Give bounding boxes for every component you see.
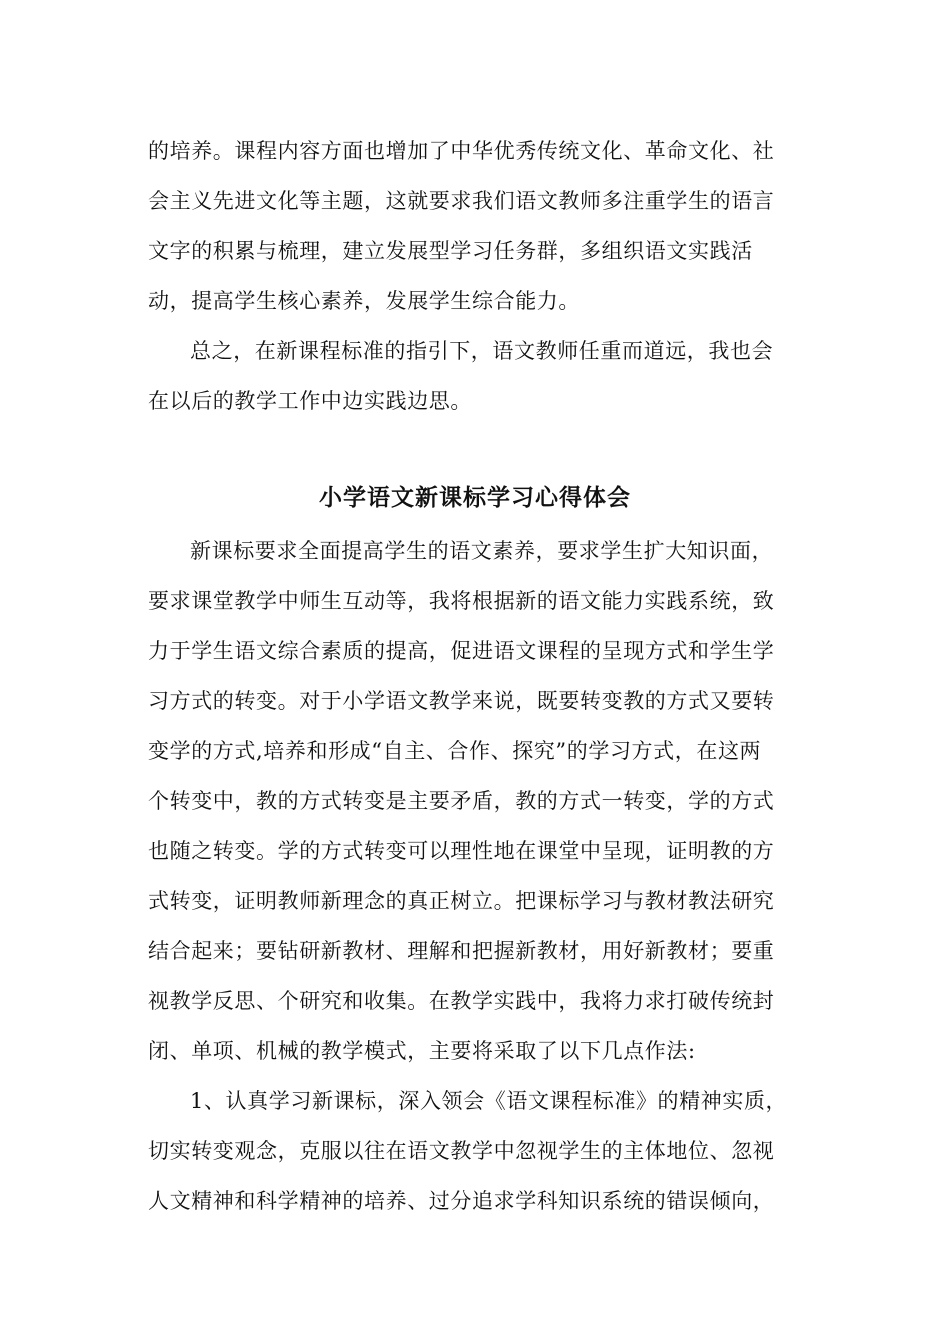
paragraph-line: 结合起来；要钻研新教材、理解和把握新教材，用好新教材；要重 [148, 939, 775, 963]
paragraph-line: 闭、单项、机械的教学模式，主要将采取了以下几点作法: [148, 1039, 696, 1063]
text-line: 动，提高学生核心素养，发展学生综合能力。 [148, 289, 580, 313]
paragraph-line: 新课标要求全面提高学生的语文素养，要求学生扩大知识面， [190, 539, 774, 563]
article-title: 小学语文新课标学习心得体会 [319, 484, 631, 511]
paragraph-line: 变学的方式,培养和形成“自主、合作、探究”的学习方式，在这两 [148, 739, 762, 763]
text-line: 会主义先进文化等主题，这就要求我们语文教师多注重学生的语言 [148, 189, 775, 213]
paragraph-line: 视教学反思、个研究和收集。在教学实践中，我将力求打破传统封 [148, 989, 775, 1013]
paragraph-line: 1、认真学习新课标，深入领会《语文课程标准》的精神实质， [190, 1089, 788, 1113]
conclusion-line: 总之，在新课程标准的指引下，语文教师任重而道远，我也会 [190, 339, 774, 363]
paragraph-line: 也随之转变。学的方式转变可以理性地在课堂中呈现，证明教的方 [148, 839, 775, 863]
paragraph-line: 个转变中，教的方式转变是主要矛盾，教的方式一转变，学的方式 [148, 789, 775, 813]
paragraph-line: 要求课堂教学中师生互动等，我将根据新的语文能力实践系统，致 [148, 589, 775, 613]
paragraph-line: 人文精神和科学精神的培养、过分追求学科知识系统的错误倾向， [148, 1189, 775, 1213]
text-line: 文字的积累与梳理，建立发展型学习任务群，多组织语文实践活 [148, 239, 753, 263]
conclusion-line: 在以后的教学工作中边实践边思。 [148, 389, 472, 413]
text-line: 的培养。课程内容方面也增加了中华优秀传统文化、革命文化、社 [148, 139, 775, 163]
paragraph-line: 式转变，证明教师新理念的真正树立。把课标学习与教材教法研究 [148, 889, 775, 913]
paragraph-line: 切实转变观念，克服以往在语文教学中忽视学生的主体地位、忽视 [148, 1139, 775, 1163]
paragraph-line: 力于学生语文综合素质的提高，促进语文课程的呈现方式和学生学 [148, 639, 775, 663]
paragraph-line: 习方式的转变。对于小学语文教学来说，既要转变教的方式又要转 [148, 689, 775, 713]
